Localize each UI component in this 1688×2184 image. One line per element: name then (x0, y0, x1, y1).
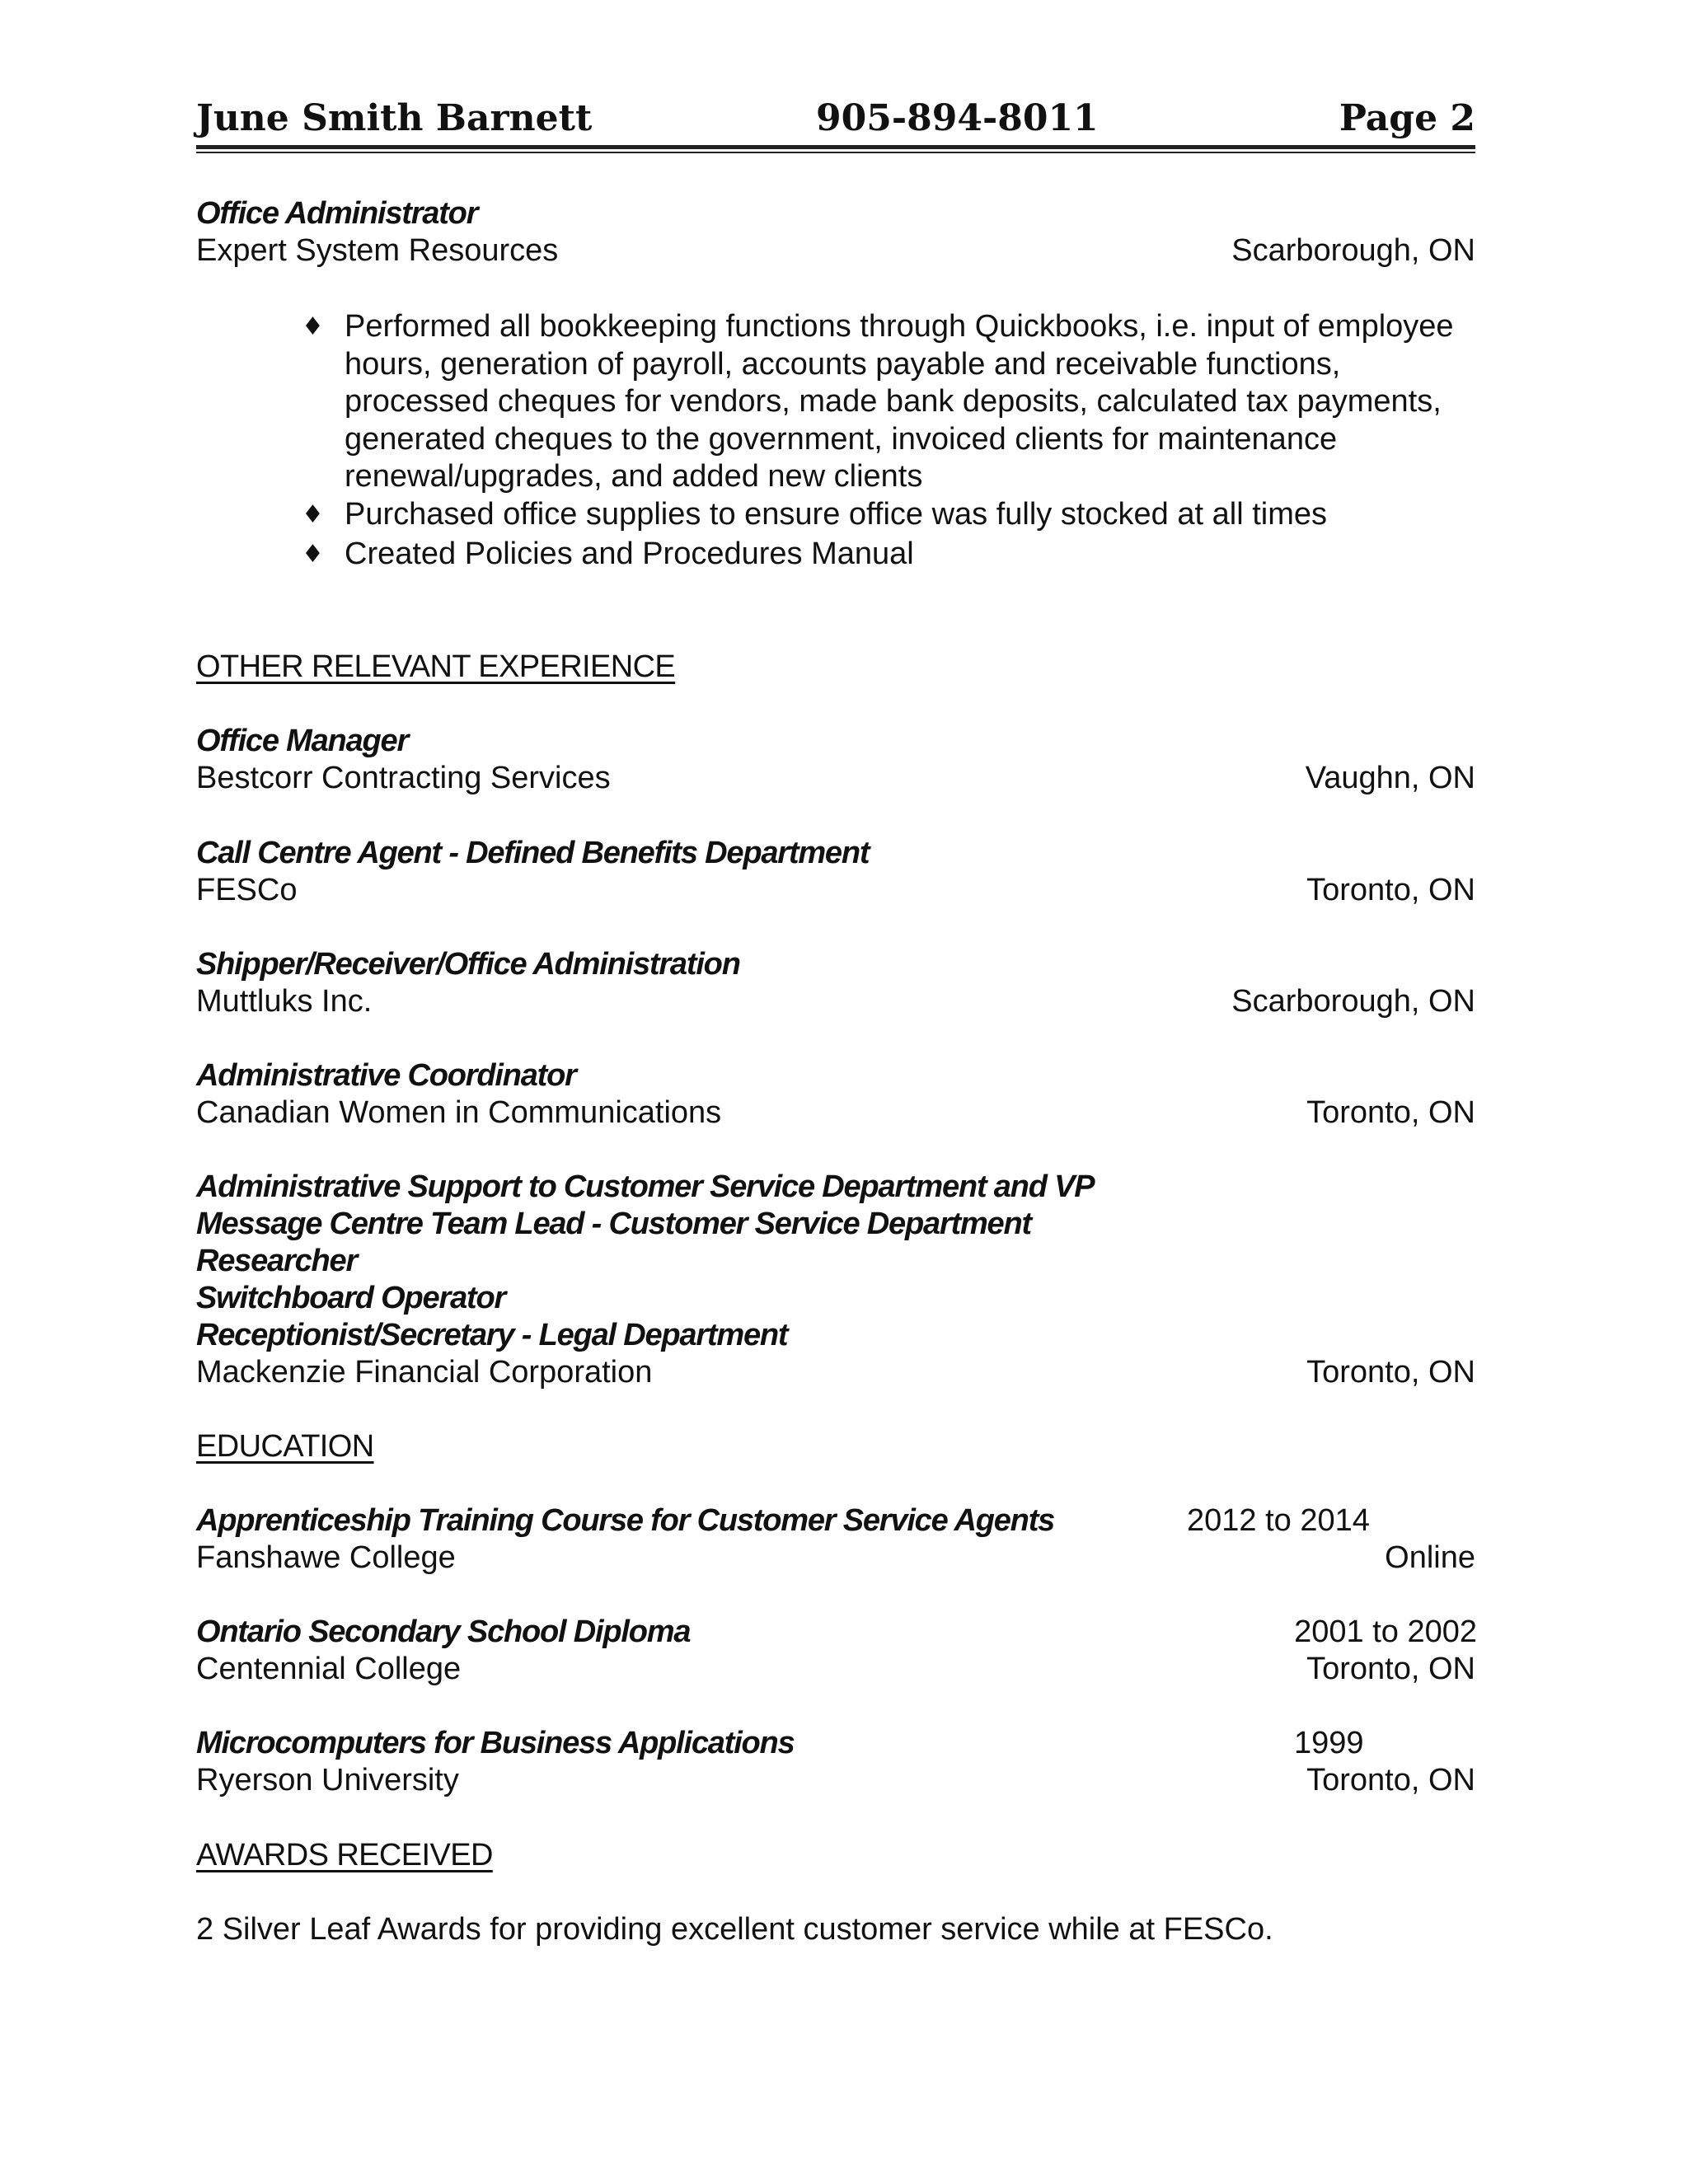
education-school: Ryerson University (196, 1763, 459, 1797)
education-school: Fanshawe College (196, 1540, 456, 1575)
job-title: Call Centre Agent - Defined Benefits Department (196, 836, 870, 870)
header-page-number: Page 2 (1339, 97, 1475, 139)
job-title: Administrative Support to Customer Service Department and VP (196, 1169, 1095, 1204)
education-dates: 2001 to 2002 (1294, 1615, 1477, 1649)
education-location: Online (1385, 1540, 1475, 1575)
bullet-icon: ♦ (302, 312, 324, 341)
education-title: Microcomputers for Business Applications (196, 1726, 795, 1760)
job-company: Mackenzie Financial Corporation (196, 1355, 653, 1390)
bullet-item: Created Policies and Procedures Manual (345, 537, 914, 571)
header-rule-thick (196, 145, 1475, 149)
job-title: Researcher (196, 1244, 358, 1278)
bullet-item: Purchased office supplies to ensure office was fully stocked at all times (345, 497, 1327, 532)
header-name: June Smith Barnett (196, 97, 593, 139)
bullet-icon: ♦ (302, 540, 324, 569)
job-title: Office Administrator (196, 196, 478, 231)
job-title: Message Centre Team Lead - Customer Service Department (196, 1207, 1031, 1241)
job-location: Toronto, ON (1306, 873, 1475, 907)
header-rule-thin (196, 152, 1475, 153)
job-location: Scarborough, ON (1231, 984, 1475, 1019)
awards-text: 2 Silver Leaf Awards for providing excellent customer service while at FESCo. (196, 1912, 1273, 1947)
section-heading-education: EDUCATION (196, 1429, 374, 1464)
education-school: Centennial College (196, 1652, 462, 1686)
education-location: Toronto, ON (1306, 1652, 1475, 1686)
job-company: Bestcorr Contracting Services (196, 761, 611, 795)
job-title: Receptionist/Secretary - Legal Department (196, 1318, 788, 1352)
job-title: Administrative Coordinator (196, 1058, 576, 1093)
job-company: Expert System Resources (196, 233, 559, 268)
education-dates: 2012 to 2014 (1187, 1503, 1370, 1538)
job-location: Toronto, ON (1306, 1095, 1475, 1130)
education-dates: 1999 (1294, 1726, 1364, 1760)
header-phone: 905-894-8011 (816, 97, 1099, 139)
bullet-item: Performed all bookkeeping functions through Quickbooks, i.e. input of employee hours, generation of payroll, accounts payable and receivable functions, processed cheques for vendors, made bank deposits, calculated tax payments, generated cheques to the government, invoiced clients for maintenance renewal/upgrades, and added new clients (345, 309, 1454, 494)
education-location: Toronto, ON (1306, 1763, 1475, 1797)
job-title: Office Manager (196, 724, 409, 758)
bullet-icon: ♦ (302, 500, 324, 529)
job-company: FESCo (196, 873, 298, 907)
job-company: Muttluks Inc. (196, 984, 373, 1019)
job-title: Switchboard Operator (196, 1281, 506, 1315)
section-heading-awards: AWARDS RECEIVED (196, 1838, 493, 1872)
education-title: Ontario Secondary School Diploma (196, 1615, 691, 1649)
education-title: Apprenticeship Training Course for Customer Service Agents (196, 1503, 1055, 1538)
job-location: Vaughn, ON (1305, 761, 1475, 795)
job-location: Toronto, ON (1306, 1355, 1475, 1390)
job-location: Scarborough, ON (1231, 233, 1475, 268)
section-heading-other-experience: OTHER RELEVANT EXPERIENCE (196, 649, 676, 684)
job-title: Shipper/Receiver/Office Administration (196, 947, 740, 982)
job-company: Canadian Women in Communications (196, 1095, 722, 1130)
